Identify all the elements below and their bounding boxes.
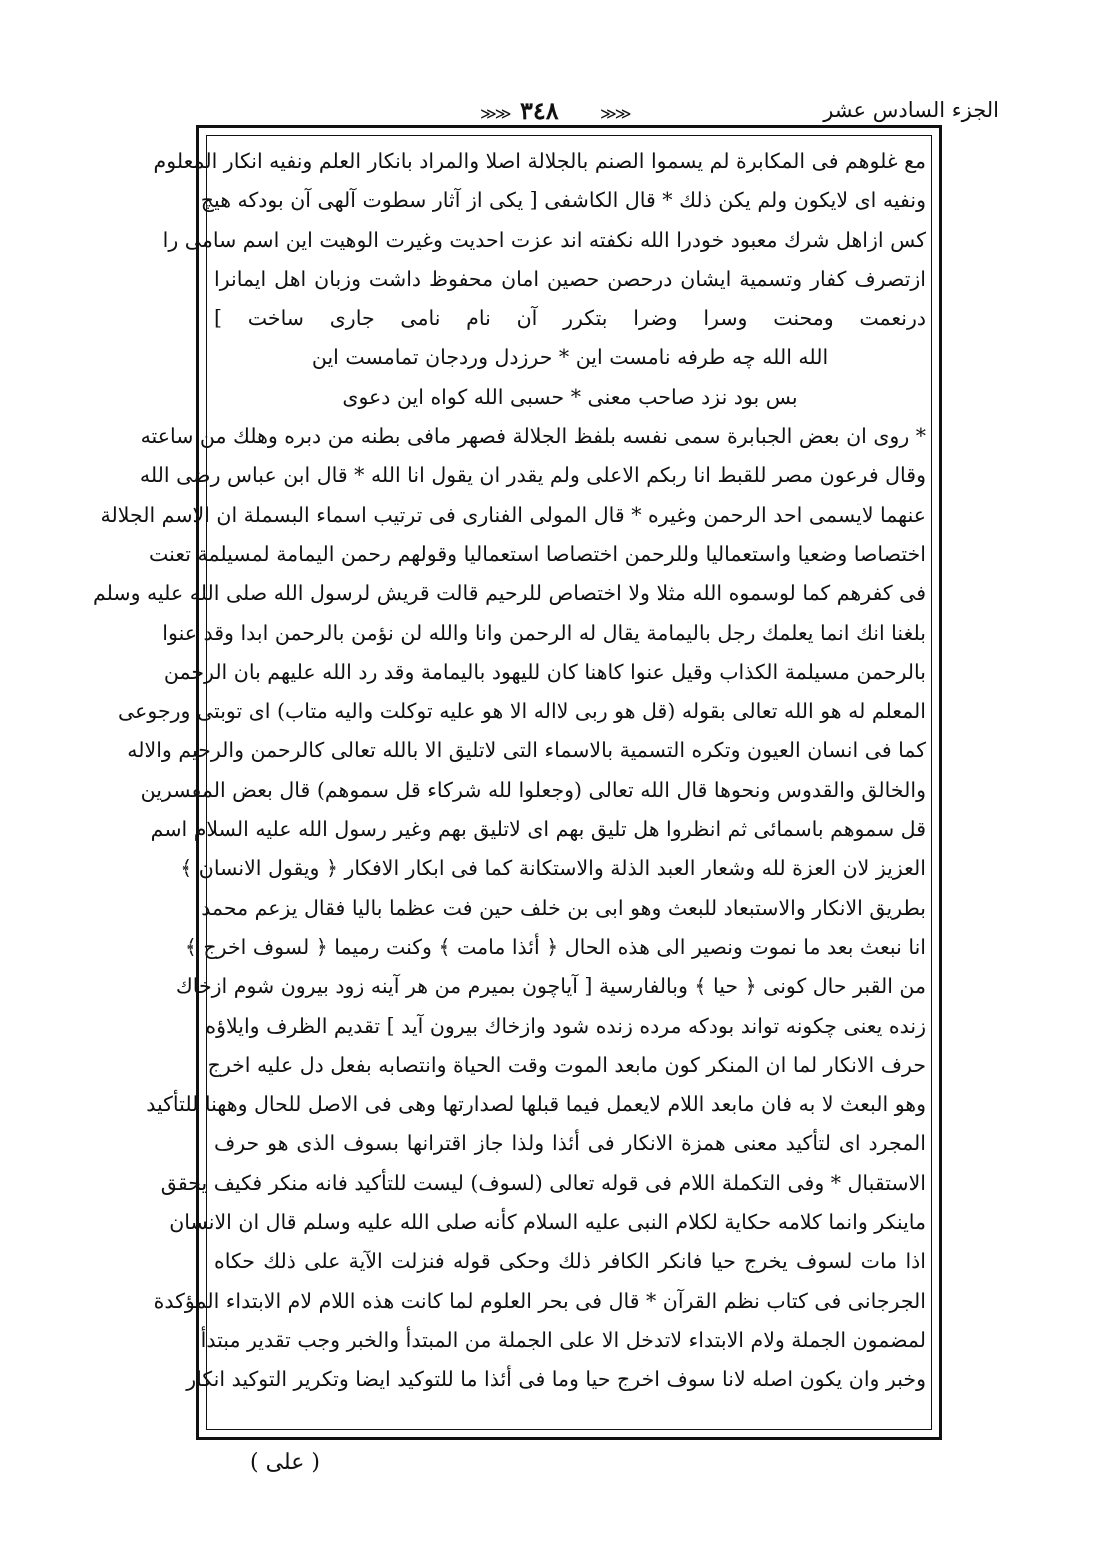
text-line: فى كفرهم كما لوسموه الله مثلا ولا اختصاص للرحيم قالت قريش لرسول الله صلى الله عليه وسلم — [92, 581, 926, 606]
body-text — [92, 142, 926, 1400]
catchword: ( على ) — [250, 1450, 320, 1475]
left-ornament: ≫≫ — [480, 104, 510, 123]
text-line: كس ازاهل شرك معبود خودرا الله نكفته اند عزت احديت وغيرت الوهيت اين اسم سامى را — [162, 227, 926, 252]
text-line: بلغنا انك انما يعلمك رجل باليمامة يقال له الرحمن وانا والله لن نؤمن بالرحمن ابدا وقد عنوا — [162, 620, 926, 645]
text-line: المعلم له هو الله تعالى بقوله (قل هو ربى لااله الا هو عليه توكلت واليه متاب) اى توبتى ورجوعى — [118, 699, 926, 724]
text-line: كما فى انسان العيون وتكره التسمية بالاسماء التى لاتليق الا بالله تعالى كالرحمن والرحيم والاله — [127, 738, 926, 763]
text-line: بالرحمن مسيلمة الكذاب وقيل عنوا كاهنا كان لليهود باليمامة وقد رد الله عليهم بان الرحمن — [163, 659, 926, 684]
text-line: وخبر وان يكون اصله لانا سوف اخرج حيا وما فى أئذا ما للتوكيد ايضا وتكرير التوكيد انكار — [186, 1367, 926, 1392]
text-line: ماينكر وانما كلامه حكاية لكلام النبى عليه السلام كأنه صلى الله عليه وسلم قال ان الانسان — [169, 1210, 926, 1235]
text-line: العزيز لان العزة لله وشعار العبد الذلة والاستكانة كما فى ابكار الافكار ﴿ ويقول الانسان ﴾ — [180, 856, 926, 881]
page-number: ٣٤٨ — [520, 96, 559, 125]
text-line: اختصاصا وضعيا واستعماليا وللرحمن اختصاصا استعماليا وقولهم رحمن اليمامة لمسيلمة تعنت — [149, 541, 926, 566]
text-line: الجرجانى فى كتاب نظم القرآن * قال فى بحر العلوم لما كانت هذه اللام لام الابتداء المؤكدة — [153, 1288, 926, 1313]
text-line: زنده يعنى چكونه تواند بودكه مرده زنده شود وازخاك بيرون آيد ] تقديم الظرف وايلاؤه — [205, 1013, 926, 1038]
text-line: لمضمون الجملة ولام الابتداء لاتدخل الا على الجملة من المبتدأ والخبر وجب تقدير مبتدأ — [200, 1327, 926, 1352]
text-line: ونفيه اى لايكون ولم يكن ذلك * قال الكاشفى [ يكى از آثار سطوت آلهى آن بودكه هيچ — [200, 188, 926, 213]
part-title: الجزء السادس عشر — [823, 98, 999, 122]
text-line: من القبر حال كونى ﴿ حيا ﴾ وبالفارسية [ آياچون بميرم من هر آينه زود بيرون شوم ازخاك — [175, 974, 926, 999]
text-line: بطريق الانكار والاستبعاد للبعث وهو ابى بن خلف حين فت عظما باليا فقال يزعم محمد — [201, 895, 926, 920]
text-line: * روى ان بعض الجبابرة سمى نفسه بلفظ الجلالة فصهر مافى بطنه من دبره وهلك من ساعته — [140, 424, 926, 449]
text-line: ازتصرف كفار وتسمية ايشان درحصن حصين امان محفوظ داشت وزبان اهل ايمانرا — [214, 266, 926, 291]
text-line: وقال فرعون مصر للقبط انا ربكم الاعلى ولم يقدر ان يقول انا الله * قال ابن عباس رضى الله — [139, 463, 926, 488]
text-line: اذا مات لسوف يخرج حيا فانكر الكافر ذلك وحكى قوله فنزلت الآية على ذلك حكاه — [214, 1249, 926, 1274]
verse-line: الله الله چه طرفه نامست اين * حرزدل وردجان تمامست اين — [311, 345, 829, 370]
text-line: قل سموهم باسمائى ثم انظروا هل تليق بهم اى لاتليق بهم وغير رسول الله عليه السلام اسم — [150, 817, 926, 842]
text-line: الاستقبال * وفى التكملة اللام فى قوله تعالى (لسوف) ليست للتأكيد فانه منكر فكيف يحقق — [160, 1170, 926, 1195]
text-line: المجرد اى لتأكيد معنى همزة الانكار فى أئذا ولذا جاز اقترانها بسوف الذى هو حرف — [214, 1131, 926, 1156]
text-line: حرف الانكار لما ان المنكر كون مابعد الموت وقت الحياة وانتصابه بفعل دل عليه اخرج — [207, 1052, 926, 1077]
verse-line: بس بود نزد صاحب معنى * حسبى الله كواه اين دعوى — [342, 384, 798, 409]
text-line: انا نبعث بعد ما نموت ونصير الى هذه الحال ﴿ أئذا مامت ﴾ وكنت رميما ﴿ لسوف اخرج ﴾ — [184, 934, 926, 959]
text-line: والخالق والقدوس ونحوها قال الله تعالى (وجعلوا لله شركاء قل سموهم) قال بعض المفسرين — [140, 777, 926, 802]
text-line: عنهما لايسمى احد الرحمن وغيره * قال المولى الفنارى فى ترتيب اسماء البسملة ان الاسم الجلالة — [100, 502, 926, 527]
text-line: درنعمت ومحنت وسرا وضرا بتكرر آن نام نامى جارى ساخت ] — [214, 306, 926, 331]
text-line: وهو البعث لا به فان مابعد اللام لايعمل فيما قبلها لصدارتها وهى فى الاصل للحال وههنا للتأكيد — [146, 1092, 926, 1117]
right-ornament: ≫≫ — [600, 104, 630, 123]
text-line: مع غلوهم فى المكابرة لم يسموا الصنم بالجلالة اصلا والمراد بانكار العلم ونفيه انكار المعلوم — [153, 149, 926, 173]
